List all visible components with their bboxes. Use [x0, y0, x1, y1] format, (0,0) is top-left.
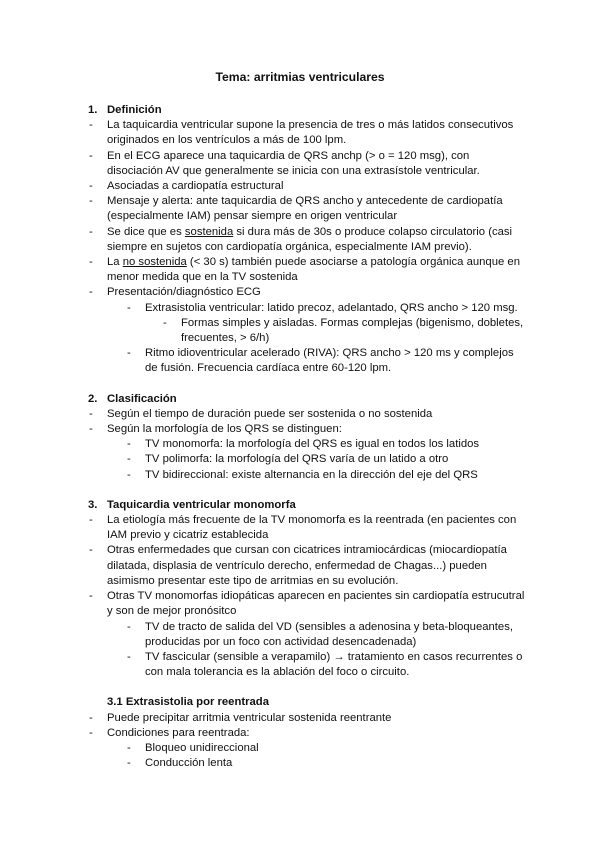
list-item-text: TV bidireccional: existe alternancia en la dirección del eje del QRS — [145, 468, 478, 481]
list-item — [88, 301, 528, 316]
underlined-term: no sostenida — [122, 256, 187, 269]
list-item — [88, 407, 528, 422]
list-item — [88, 346, 528, 376]
list-item — [88, 513, 528, 543]
list-item-text: Bloqueo unidireccional — [145, 741, 259, 754]
list-item — [88, 118, 528, 148]
bullet-dash: - — [89, 149, 93, 162]
bullet-dash: - — [127, 347, 131, 360]
bullet-dash: - — [89, 225, 93, 238]
list-item — [88, 316, 528, 346]
list-item — [88, 650, 528, 680]
bullet-dash: - — [89, 256, 93, 269]
list-item-text: Según el tiempo de duración puede ser sostenida o no sostenida — [107, 407, 433, 420]
list-item — [88, 225, 528, 255]
bullet-dash: - — [89, 514, 93, 527]
list-item — [88, 179, 528, 194]
list-item-text — [107, 256, 520, 283]
list-item-text: Otras enfermedades que cursan con cicatrices intramiocárdicas (miocardiopatía dilatada, displasia de ventrículo derecho, enfermedad de Chagas...) pueden asimismo presentar este tipo de arritmias en su evolución. — [107, 544, 507, 587]
underlined-term: sostenida — [184, 225, 234, 238]
list-item — [88, 422, 528, 437]
section-heading-text: Taquicardia ventricular monomorfa — [107, 498, 296, 511]
bullet-dash: - — [127, 757, 131, 770]
section-number: 3. — [88, 498, 98, 511]
section-4 — [88, 695, 528, 771]
list-item — [88, 437, 528, 452]
section-heading-text: Clasificación — [107, 392, 177, 405]
list-item-text: TV de tracto de salida del VD (sensibles a adenosina y beta-bloqueantes, producidas por un foco con actividad desencadenada) — [145, 620, 514, 648]
list-item — [88, 285, 528, 300]
list-item — [88, 452, 528, 467]
list-item-text: TV fascicular (sensible a verapamilo) → tratamiento en casos recurrentes o con mala tolerancia es la ablación del foco o circuito. — [145, 650, 523, 679]
section-heading-text: 3.1 Extrasistolia por reentrada — [107, 696, 269, 709]
list-item — [88, 741, 528, 756]
list-item-text: La etiología más frecuente de la TV monomorfa es la reentrada (en pacientes con IAM previo y cicatriz establecida — [107, 514, 517, 542]
text-after: si dura más de 30s o produce colapso circulatorio (casi siempre en sujetos con cardiopatía orgánica, especialmente IAM previo). — [107, 225, 513, 253]
bullet-dash: - — [127, 453, 131, 466]
list-item-text: Puede precipitar arritmia ventricular sostenida reentrante — [107, 711, 392, 724]
list-item — [88, 194, 528, 224]
section-heading — [88, 392, 528, 407]
list-item-text: Asociadas a cardiopatía estructural — [107, 180, 284, 193]
list-item-text: La taquicardia ventricular supone la presencia de tres o más latidos consecutivos originados en los ventrículos a más de 100 lpm. — [107, 119, 514, 147]
bullet-dash: - — [89, 119, 93, 132]
bullet-dash: - — [89, 544, 93, 557]
text-after: (< 30 s) también puede asociarse a patología orgánica aunque en menor medida que en la TV sostenida — [107, 256, 520, 284]
section-3 — [88, 498, 528, 695]
bullet-dash: - — [127, 301, 131, 314]
section-heading — [88, 498, 528, 513]
list-item-text: Otras TV monomorfas idiopáticas aparecen en pacientes sin cardiopatía estrucutral y son de mejor pronósitco — [107, 590, 525, 618]
list-item-text: Ritmo idioventricular acelerado (RIVA): QRS ancho > 120 ms y complejos de fusión. Frecuencia cardíaca entre 60-120 lpm. — [145, 347, 514, 375]
list-item — [88, 255, 528, 285]
bullet-dash: - — [89, 423, 93, 436]
list-item — [88, 543, 528, 589]
bullet-dash: - — [127, 468, 131, 481]
bullet-dash: - — [89, 195, 93, 208]
list-item — [88, 589, 528, 619]
list-item — [88, 620, 528, 650]
document-body — [88, 103, 528, 771]
list-item-text: Conducción lenta — [145, 757, 233, 770]
section-1 — [88, 103, 528, 392]
section-heading-text: Definición — [107, 104, 162, 116]
list-item-text — [107, 226, 512, 253]
section-heading — [88, 103, 528, 118]
list-item — [88, 468, 528, 483]
bullet-dash: - — [127, 620, 131, 633]
document-title: Tema: arritmias ventriculares — [215, 70, 385, 84]
bullet-dash: - — [127, 650, 131, 663]
bullet-dash: - — [89, 407, 93, 420]
bullet-dash: - — [89, 590, 93, 603]
bullet-dash: - — [163, 316, 167, 329]
section-spacer — [88, 680, 528, 695]
list-item-text: Condiciones para reentrada: — [107, 726, 250, 739]
list-item-text: Extrasistolia ventricular: latido precoz, adelantado, QRS ancho > 120 msg. — [145, 301, 518, 314]
bullet-dash: - — [89, 711, 93, 724]
section-spacer — [88, 483, 528, 498]
list-item — [88, 756, 528, 771]
list-item — [88, 726, 528, 741]
section-2 — [88, 392, 528, 498]
bullet-dash: - — [127, 438, 131, 451]
section-spacer — [88, 377, 528, 392]
list-item-text: Formas simples y aisladas. Formas complejas (bigenismo, dobletes, frecuentes, > 6/h) — [181, 316, 524, 345]
bullet-dash: - — [89, 726, 93, 739]
list-item-text: Presentación/diagnóstico ECG — [107, 286, 261, 299]
text-before: Se dice que es — [107, 225, 185, 238]
list-item-text: TV polimorfa: la morfología del QRS varía de un latido a otro — [145, 453, 449, 466]
list-item-text: TV monomorfa: la morfología del QRS es igual en todos los latidos — [145, 438, 480, 451]
bullet-dash: - — [89, 286, 93, 299]
list-item — [88, 711, 528, 726]
bullet-dash: - — [89, 180, 93, 193]
section-number: 1. — [88, 104, 98, 116]
list-item-text: Según la morfología de los QRS se distinguen: — [107, 423, 342, 436]
section-heading — [88, 695, 528, 710]
section-number: 2. — [88, 392, 98, 405]
list-item — [88, 149, 528, 179]
bullet-dash: - — [127, 741, 131, 754]
list-item-text: Mensaje y alerta: ante taquicardia de QRS ancho y antecedente de cardiopatía (especialmente IAM) pensar siempre en origen ventricular — [107, 195, 503, 223]
text-before: La — [107, 256, 123, 269]
list-item-text: En el ECG aparece una taquicardia de QRS anchp (> o = 120 msg), con disociación AV que generalmente se inicia con una extrasístole ventricular. — [107, 149, 480, 177]
